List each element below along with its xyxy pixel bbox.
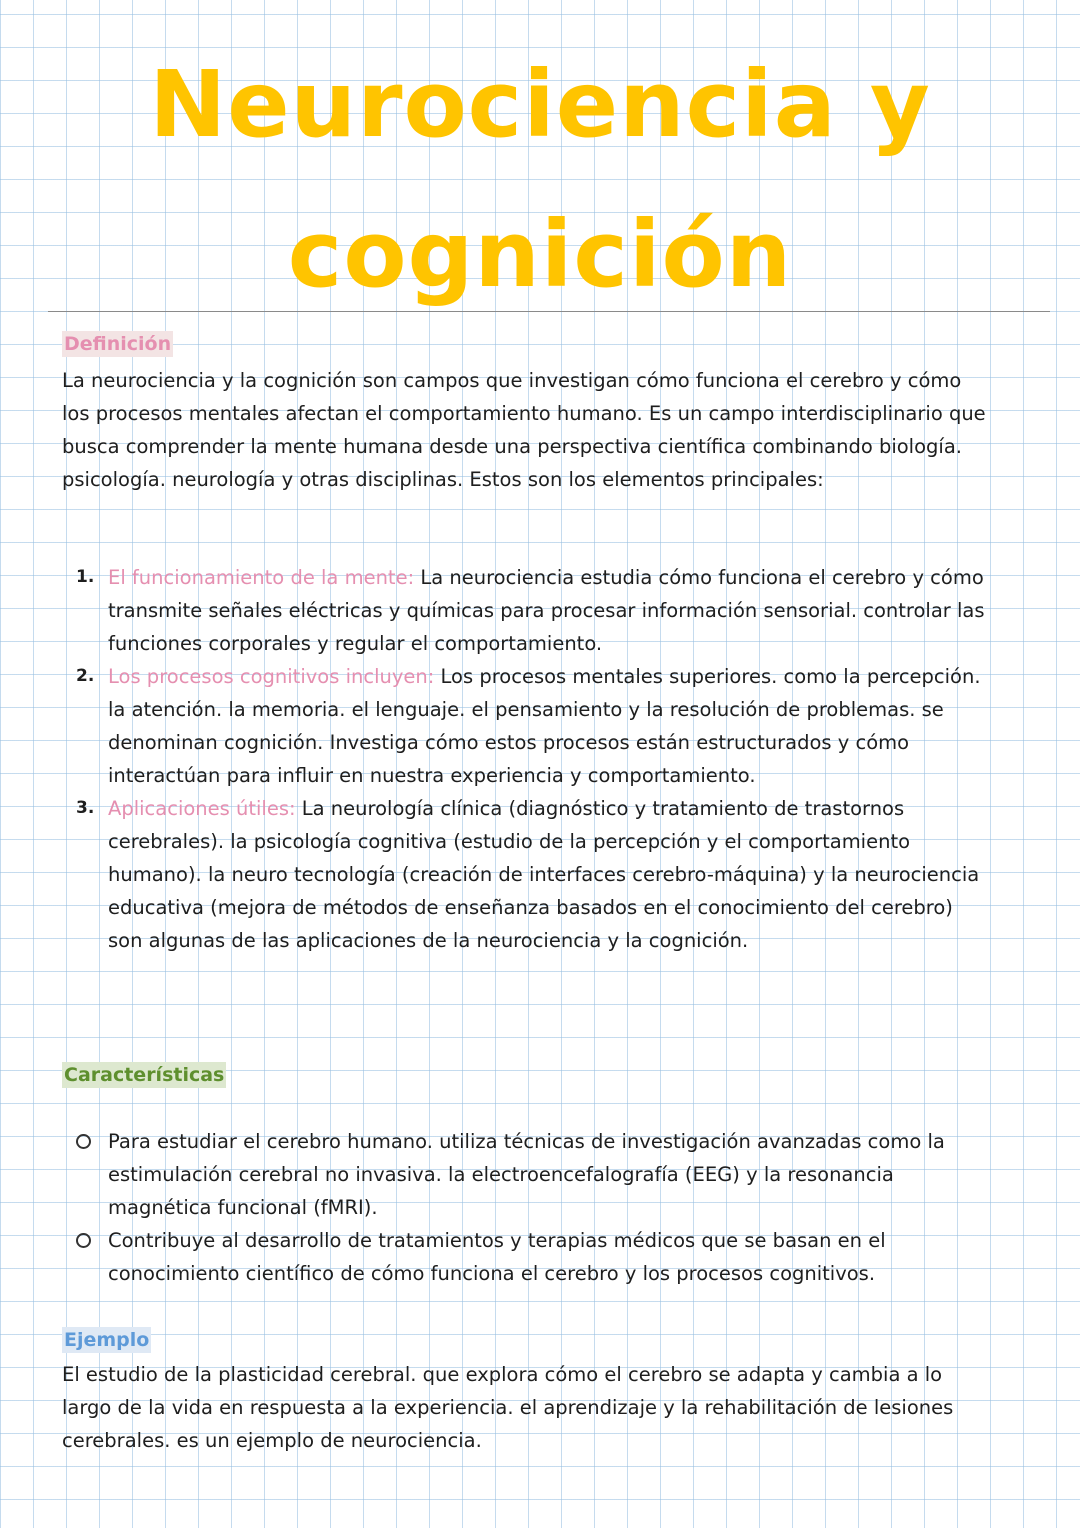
item-number: 3.	[76, 798, 95, 818]
elements-list	[62, 561, 992, 957]
bullet-circle-icon	[76, 1134, 91, 1149]
title-line-1: Neurociencia y	[149, 51, 931, 158]
definicion-text: La neurociencia y la cognición son campos que investigan cómo funciona el cerebro y cómo los procesos mentales afectan el comportamiento humano. Es un campo interdisciplinario que busca comprender la mente humana desde una perspectiva científica combinando biología. psicología. neurología y otras disciplinas. Estos son los elementos principales:	[62, 369, 986, 491]
list-item	[62, 660, 992, 792]
title-line-2: cognición	[287, 201, 793, 308]
bullet-circle-icon	[76, 1233, 91, 1248]
list-item	[62, 561, 992, 660]
caracteristicas-label: Características	[64, 1064, 225, 1086]
ejemplo-label: Ejemplo	[64, 1329, 150, 1351]
item-text: La neurología clínica (diagnóstico y tratamiento de trastornos cerebrales). la psicología cognitiva (estudio de la percepción y el comportamiento humano). la neuro tecnología (creación de interfaces cerebro-máquina) y la neurociencia educativa (mejora de métodos de enseñanza basados en el conocimiento del cerebro) son algunas de las aplicaciones de la neurociencia y la cognición.	[108, 797, 980, 952]
item-heading: Aplicaciones útiles:	[108, 797, 296, 820]
item-text: Los procesos mentales superiores. como la percepción. la atención. la memoria. el lenguaje. el pensamiento y la resolución de problemas. se denominan cognición. Investiga cómo estos procesos están estructurados y cómo interactúan para influir en nuestra experiencia y comportamiento.	[108, 665, 981, 787]
item-text: La neurociencia estudia cómo funciona el cerebro y cómo transmite señales eléctricas y químicas para procesar información sensorial. controlar las funciones corporales y regular el comportamiento.	[108, 566, 985, 655]
list-item	[62, 792, 992, 957]
list-item	[62, 1224, 992, 1290]
item-heading: Los procesos cognitivos incluyen:	[108, 665, 435, 688]
item-heading: El funcionamiento de la mente:	[108, 566, 415, 589]
definicion-label: Definición	[64, 333, 172, 355]
item-number: 1.	[76, 567, 95, 587]
ejemplo-text: El estudio de la plasticidad cerebral. que explora cómo el cerebro se adapta y cambia a lo largo de la vida en respuesta a la experiencia. el aprendizaje y la rehabilitación de lesiones cerebrales. es un ejemplo de neurociencia.	[62, 1363, 954, 1452]
caracteristicas-list	[62, 1125, 992, 1290]
page-title	[0, 30, 1080, 330]
title-divider	[48, 311, 1050, 312]
item-number: 2.	[76, 666, 95, 686]
list-item	[62, 1125, 992, 1224]
bullet-text: Para estudiar el cerebro humano. utiliza técnicas de investigación avanzadas como la estimulación cerebral no invasiva. la electroencefalografía (EEG) y la resonancia magnética funcional (fMRI).	[108, 1130, 945, 1219]
bullet-text: Contribuye al desarrollo de tratamientos y terapias médicos que se basan en el conocimiento científico de cómo funciona el cerebro y los procesos cognitivos.	[108, 1229, 886, 1285]
